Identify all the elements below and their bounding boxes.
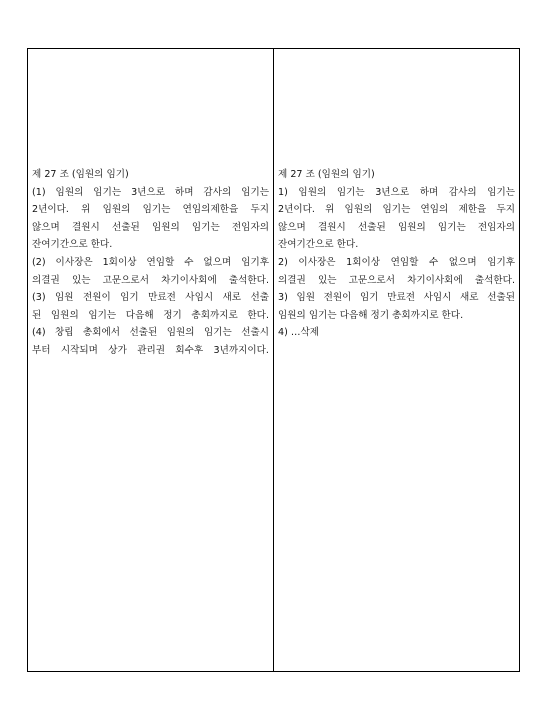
- right-line-2: 2년이다. 위 임원의 임기는 연임의 제한을 두지: [278, 204, 515, 216]
- left-line-9: (4) 창립 총회에서 선출된 임원의 임기는 선출시: [32, 327, 269, 339]
- left-line-10: 부터 시작되며 상가 관리권 회수후 3년까지이다.: [32, 344, 269, 356]
- left-line-3: 않으며 결원시 선출된 임원의 임기는 전임자의: [32, 221, 269, 233]
- left-line-4: 잔여기간으로 한다.: [32, 239, 113, 251]
- right-line-7: 3) 임원 전원이 임기 만료전 사임시 새로 선출된: [278, 292, 515, 304]
- left-article-block: [32, 166, 269, 360]
- left-line-7: (3) 임원 전원이 임기 만료전 사임시 새로 선출: [32, 292, 269, 304]
- right-line-9: 4) …삭제: [278, 327, 320, 339]
- right-line-3: 않으며 결원시 선출된 임원의 임기는 전임자의: [278, 221, 515, 233]
- left-line-2: 2년이다. 위 임원의 임기는 연임의제한을 두지: [32, 204, 269, 216]
- right-article-block: [278, 166, 515, 342]
- right-line-4: 잔여기간으로 한다.: [278, 239, 359, 251]
- left-column-current-text: [28, 49, 274, 671]
- right-line-6: 의결권 있는 고문으로서 차기이사회에 출석한다.: [278, 274, 515, 286]
- left-line-6: 의결권 있는 고문으로서 차기이사회에 출석한다.: [32, 274, 269, 286]
- comparison-table: [27, 48, 520, 672]
- right-line-5: 2) 이사장은 1회이상 연임할 수 없으며 임기후: [278, 256, 515, 268]
- right-line-8: 임원의 임기는 다음해 정기 총회까지로 한다.: [278, 309, 464, 321]
- left-line-8: 된 임원의 임기는 다음해 정기 총회까지로 한다.: [32, 309, 269, 321]
- left-article-title: 제 27 조 (임원의 임기): [32, 169, 129, 180]
- right-article-title: 제 27 조 (임원의 임기): [278, 169, 375, 180]
- left-line-5: (2) 이사장은 1회이상 연임할 수 없으며 임기후: [32, 256, 269, 268]
- left-line-1: (1) 임원의 임기는 3년으로 하며 감사의 임기는: [32, 186, 269, 198]
- right-line-1: 1) 임원의 임기는 3년으로 하며 감사의 임기는: [278, 186, 515, 198]
- right-column-amended-text: [274, 49, 519, 671]
